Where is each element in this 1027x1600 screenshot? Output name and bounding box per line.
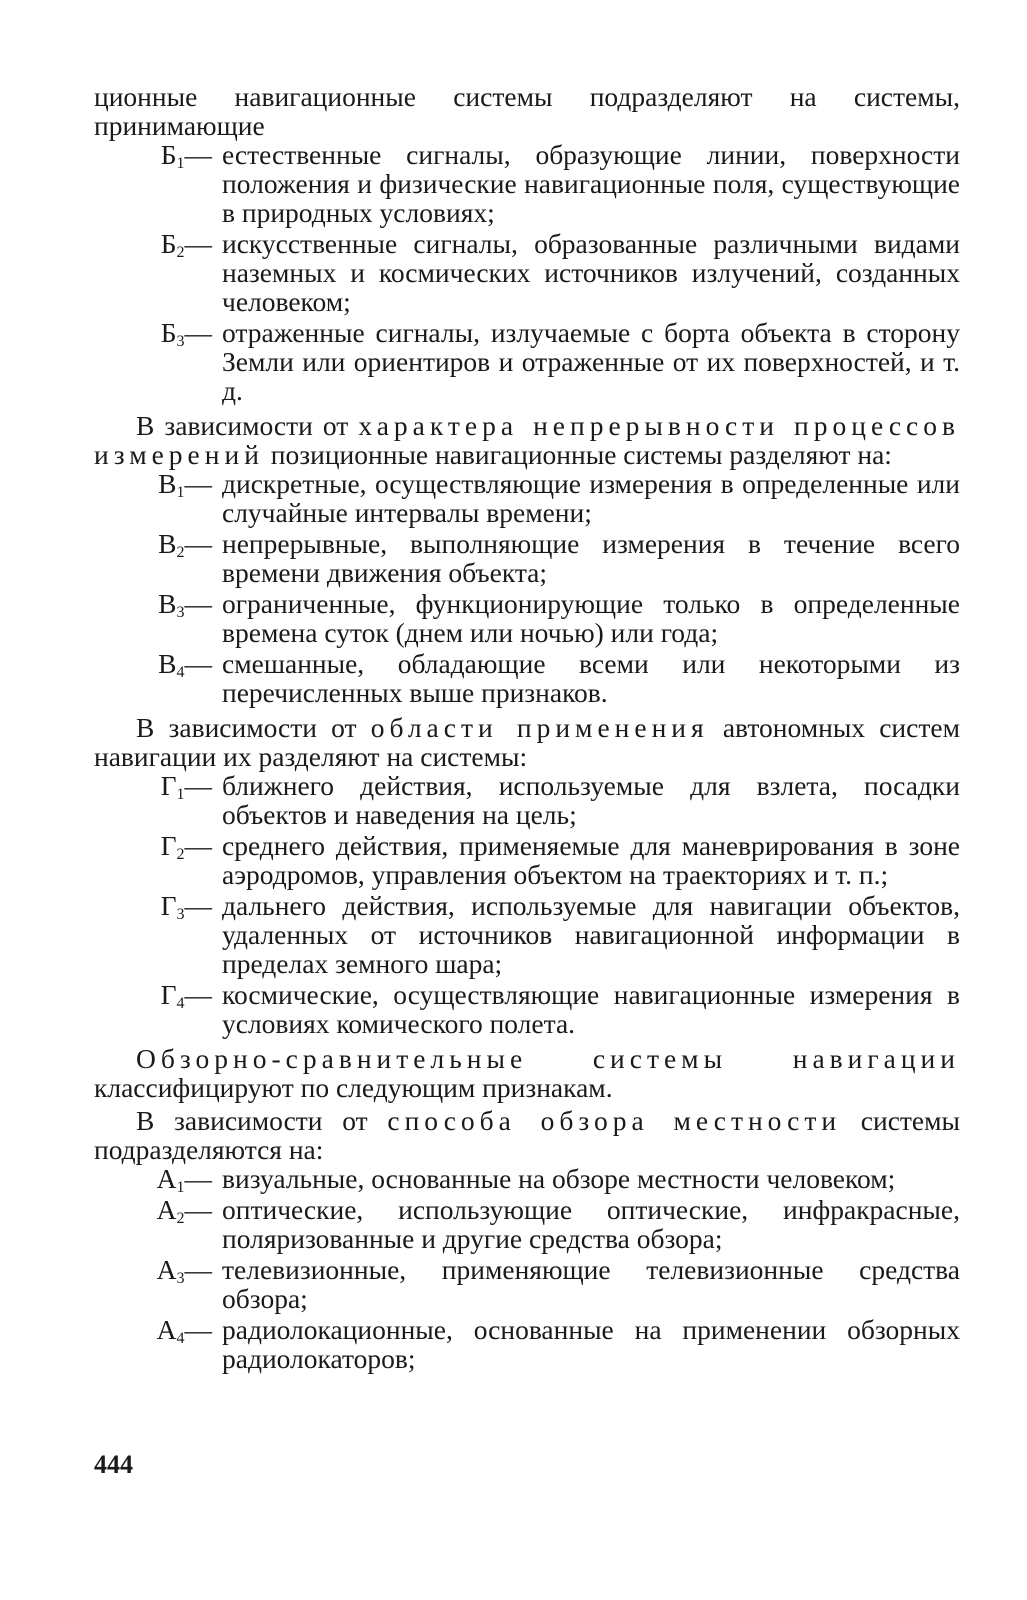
- item-text: телевизионные, применяющие телевизионные средства обзора;: [222, 1254, 960, 1314]
- paragraph-continuity: В зависимости от характера непрерывности процессов измерений позиционные навигационные системы разделяют на:: [94, 410, 960, 470]
- paragraph-application: В зависимости от области применения автономных систем навигации их разделяют на системы:: [94, 712, 960, 772]
- item-marker: $Г_2—$: [160, 830, 212, 863]
- item-text: естественные сигналы, образующие линии, поверхности положения и физические навигационные поля, существующие в природных условиях;: [222, 139, 960, 228]
- list-item-a3: [94, 1255, 960, 1313]
- list-item-a1: [94, 1163, 960, 1196]
- list-item-b3: [94, 318, 960, 405]
- item-text: ближнего действия, используемые для взлета, посадки объектов и наведения на цель;: [222, 770, 960, 830]
- list-item-v1: [94, 469, 960, 527]
- item-marker: $Г_4—$: [160, 979, 212, 1012]
- item-text: радиолокационные, основанные на применении обзорных радиолокаторов;: [222, 1314, 960, 1374]
- item-marker: $В_2—$: [158, 528, 212, 561]
- item-marker: $Г_3—$: [160, 890, 212, 923]
- list-item-v2: [94, 529, 960, 587]
- list-item-g2: [94, 831, 960, 889]
- item-text: отраженные сигналы, излучаемые с борта объекта в сторону Земли или ориентиров и отраженные от их поверхностей, и т. д.: [222, 317, 960, 406]
- item-marker: $Б_2—$: [160, 228, 212, 261]
- paragraph-survey-systems: Обзорно-сравнительные системы навигации классифицируют по следующим признакам.: [94, 1043, 960, 1103]
- item-text: среднего действия, применяемые для маневрирования в зоне аэродромов, управления объектом на траекториях и т. п.;: [222, 830, 960, 890]
- list-item-b2: [94, 229, 960, 316]
- item-marker: $А_4—$: [156, 1314, 212, 1347]
- item-text: визуальные, основанные на обзоре местности человеком;: [222, 1163, 896, 1194]
- item-marker: $В_4—$: [158, 648, 212, 681]
- list-item-v3: [94, 589, 960, 647]
- page-body: [94, 82, 960, 1375]
- emphasized-term: характера непрерывности процессов измерений: [94, 410, 960, 470]
- item-text: ограниченные, функционирующие только в определенные времена суток (днем или ночью) или года;: [222, 588, 960, 648]
- item-text: космические, осуществляющие навигационные измерения в условиях комического полета.: [222, 979, 960, 1039]
- list-b: [94, 140, 960, 405]
- item-marker: $А_1—$: [156, 1163, 212, 1196]
- item-text: смешанные, обладающие всеми или некоторыми из перечисленных выше признаков.: [222, 648, 960, 708]
- page-number: 444: [94, 1450, 133, 1479]
- paragraph-survey-method: В зависимости от способа обзора местности системы подразделяются на:: [94, 1105, 961, 1165]
- emphasized-term: области применения: [370, 712, 709, 743]
- item-text: искусственные сигналы, образованные различными видами наземных и космических источников излучений, созданных человеком;: [222, 228, 960, 317]
- list-a: [94, 1164, 960, 1373]
- intro-paragraph: ционные навигационные системы подразделяют на системы, принимающие: [94, 81, 960, 141]
- list-item-g4: [94, 980, 960, 1038]
- item-marker: $Б_1—$: [160, 139, 212, 172]
- list-v: [94, 469, 960, 707]
- list-item-a2: [94, 1195, 960, 1253]
- list-item-g1: [94, 771, 960, 829]
- item-text: дальнего действия, используемые для навигации объектов, удаленных от источников навигационной информации в пределах земного шара;: [222, 890, 960, 979]
- emphasized-term: способа обзора местности: [387, 1105, 842, 1136]
- item-text: непрерывные, выполняющие измерения в течение всего времени движения объекта;: [222, 528, 960, 588]
- list-g: [94, 771, 960, 1038]
- item-text: дискретные, осуществляющие измерения в определенные или случайные интервалы времени;: [222, 468, 960, 528]
- item-marker: $В_1—$: [158, 468, 212, 501]
- item-marker: $А_2—$: [156, 1194, 212, 1227]
- list-item-v4: [94, 649, 960, 707]
- emphasized-term: Обзорно-сравнительные системы навигации: [136, 1043, 960, 1074]
- item-marker: $В_3—$: [158, 588, 212, 621]
- item-text: оптические, использующие оптические, инфракрасные, поляризованные и другие средства обзора;: [222, 1194, 960, 1254]
- list-item-g3: [94, 891, 960, 978]
- item-marker: $Б_3—$: [160, 317, 212, 350]
- list-item-b1: [94, 140, 960, 227]
- item-marker: $А_3—$: [156, 1254, 212, 1287]
- item-marker: $Г_1—$: [160, 770, 212, 803]
- list-item-a4: [94, 1315, 960, 1373]
